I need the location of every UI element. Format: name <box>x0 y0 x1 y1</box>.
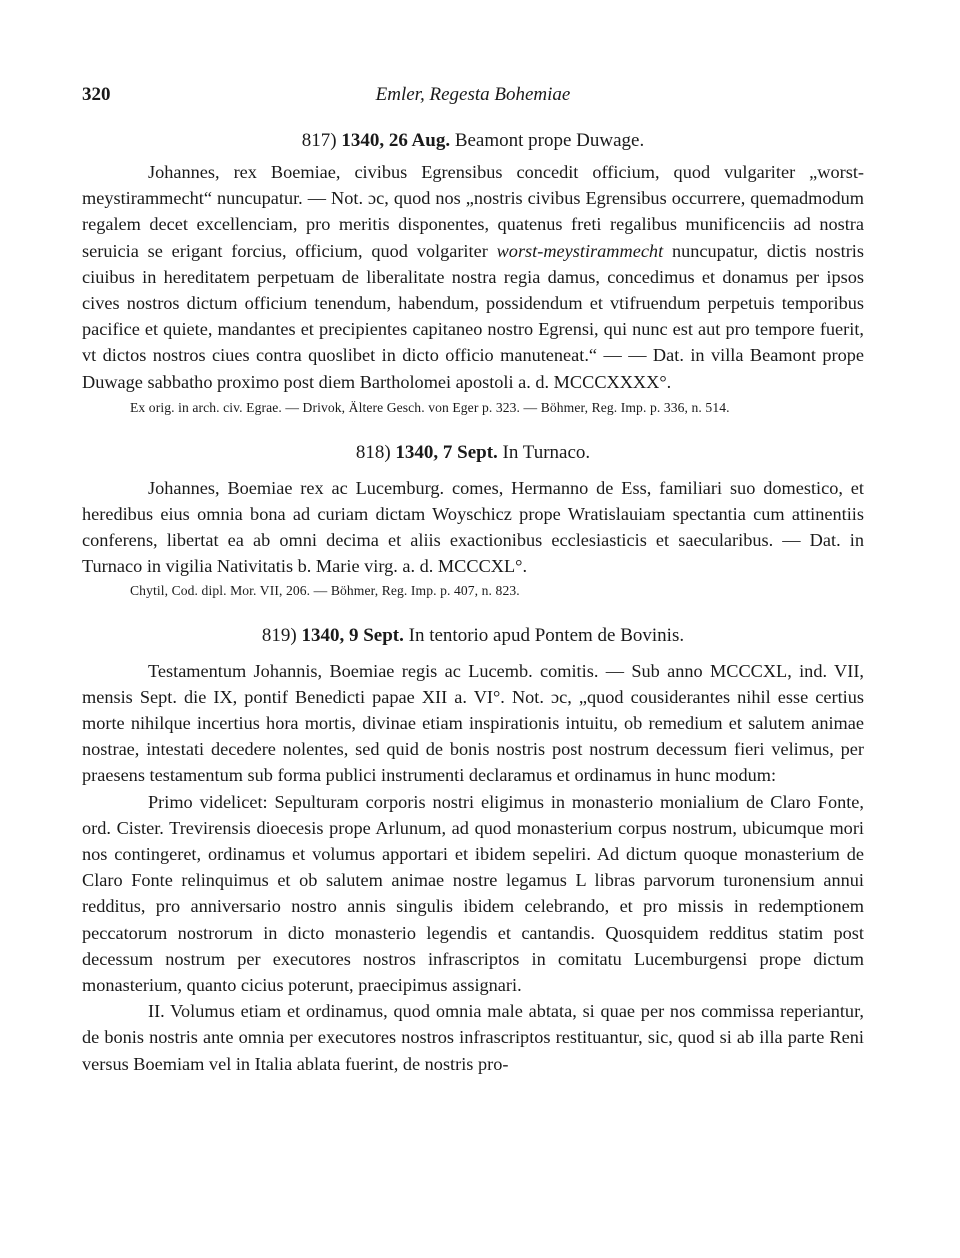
entry-heading <box>82 127 864 155</box>
entry-place: Beamont prope Duwage. <box>454 130 645 151</box>
source-note: Chytil, Cod. dipl. Mor. VII, 206. — Böhmer, Reg. Imp. p. 407, n. 823. <box>130 582 520 598</box>
running-title: Emler, Regesta Bohemiae <box>375 84 571 105</box>
entry-818 <box>82 439 864 602</box>
entry-text-part: Primo videlicet: Sepulturam corporis nostri eligimus in monasterio monialium de Claro Fonte, ord. Cister. Trevirensis dioecesis prope Arlunum, ad quod monasterium corpus nostrum, ubicumque mori nos contingeret, ordinamus et volumus apportari et ibidem sepeliri. Ad dictum quoque monasterium de Claro Fonte relinquimus et ob salutem animae nostre legamus L libras parvorum turonensium annui redditus, pro anniversario nostro annis singulis ibidem celebrando, et pro missis in redemptionem peccatorum nostrorum in dicto monasterio legendis et cantandis. Quosquidem redditus statim post decessum nostrum per executores nostros infrascriptos in comitatu Lucemburgensi prope dictum monasterium, quanto cicius poterunt, praecipimus assignari. <box>82 791 864 996</box>
entry-text <box>82 159 864 395</box>
page-number: 320 <box>82 84 111 105</box>
running-head <box>82 84 864 114</box>
entry-text-part: II. Volumus etiam et ordinamus, quod omnia male abtata, si quae per nos commissa reperiantur, de bonis nostris ante omnia per executores nostros infrascriptos restituantur, sic, quod si ab illa parte Reni versus Boemiam vel in Italia ablata fuerint, de nostris pro- <box>82 1001 864 1074</box>
entry-heading <box>82 622 864 650</box>
entry-heading <box>82 439 864 467</box>
source-note: Ex orig. in arch. civ. Egrae. — Drivok, Ältere Gesch. von Eger p. 323. — Böhmer, Reg. Imp. p. 336, n. 514. <box>130 399 730 415</box>
entry-text <box>82 789 864 999</box>
entry-817 <box>82 127 864 419</box>
entry-number: 818) <box>355 441 391 463</box>
entry-date: 1340, 9 Sept. <box>301 624 404 646</box>
entry-text-part: Testamentum Johannis, Boemiae regis ac Lucemb. comitis. — Sub anno MCCCXL, ind. VII, mensis Sept. die IX, pontif Benedicti papae XII a. VI°. Not. ɔc, „quod cousiderantes nihil esse certius morte nihilque incertius hora mortis, divinae etiam inspirationis intuitu, ob remedium et salutem animae nostrae, intestati decedere nolentes, sed quid de bonis nostris post nostrum decessum fieri velimus, per praesens testamentum sub forma publici instrumenti declaramus et ordinamus in hunc modum: <box>82 660 864 786</box>
entry-place: In Turnaco. <box>502 441 591 463</box>
entry-text-part: Johannes, Boemiae rex ac Lucemburg. comes, Hermanno de Ess, familiari suo domestico, et heredibus eius omnia bona ad curiam dictam Woyschicz prope Wratislauiam spectantia cum attinentiis conferens, libertat ea ab omni decima et aliis exactionibus ecclesiasticis et saecularibus. — Dat. in Turnaco in vigilia Nativitatis b. Marie virg. a. d. MCCCXL°. <box>82 477 864 577</box>
entry-date: 1340, 7 Sept. <box>395 441 498 463</box>
entry-number: 819) <box>261 624 297 646</box>
entry-819 <box>82 622 864 1077</box>
entry-place: In tentorio apud Pontem de Bovinis. <box>408 624 685 646</box>
entry-date: 1340, 26 Aug. <box>341 130 451 151</box>
entry-text <box>82 475 864 580</box>
entry-text <box>82 658 864 789</box>
entry-text-part: nuncupatur, dictis nostris ciuibus in hereditatem perpetuam de liberalitate nostra regia damus, concedimus et donamus per ipsos cives nostros dictum officium tenendum, habendum, possidendum et vtifruendum perpetuis temporibus pacifice et quiete, mandantes et precipientes capitaneo nostro Egrensi, qui nunc est aut pro tempore fuerit, vt dictos nostros ciues contra quoslibet in dicto officio manuteneat.“ — — Dat. in villa Beamont prope Duwage sabbatho proximo post diem Bartholomei apostoli a. d. MCCCXXXX°. <box>82 240 865 392</box>
entry-text <box>82 998 864 1077</box>
document-page <box>82 84 864 1077</box>
entry-text-italic: worst-meystirammecht <box>496 240 664 261</box>
entry-number: 817) <box>301 130 337 151</box>
entry-text-part: Johannes, rex Boemiae, civibus Egrensibus concedit officium, quod vulgariter „worst-meystirammecht“ nuncupatur. — Not. ɔc, quod nos „nostris civibus Egrensibus occurrere, quemadmodum regalem decet excellenciam, pro meritis disponentes, quatenus freti regalibus munificenciis ad nostra seruicia se erigant forcius, officium, quod volgariter <box>82 162 864 261</box>
